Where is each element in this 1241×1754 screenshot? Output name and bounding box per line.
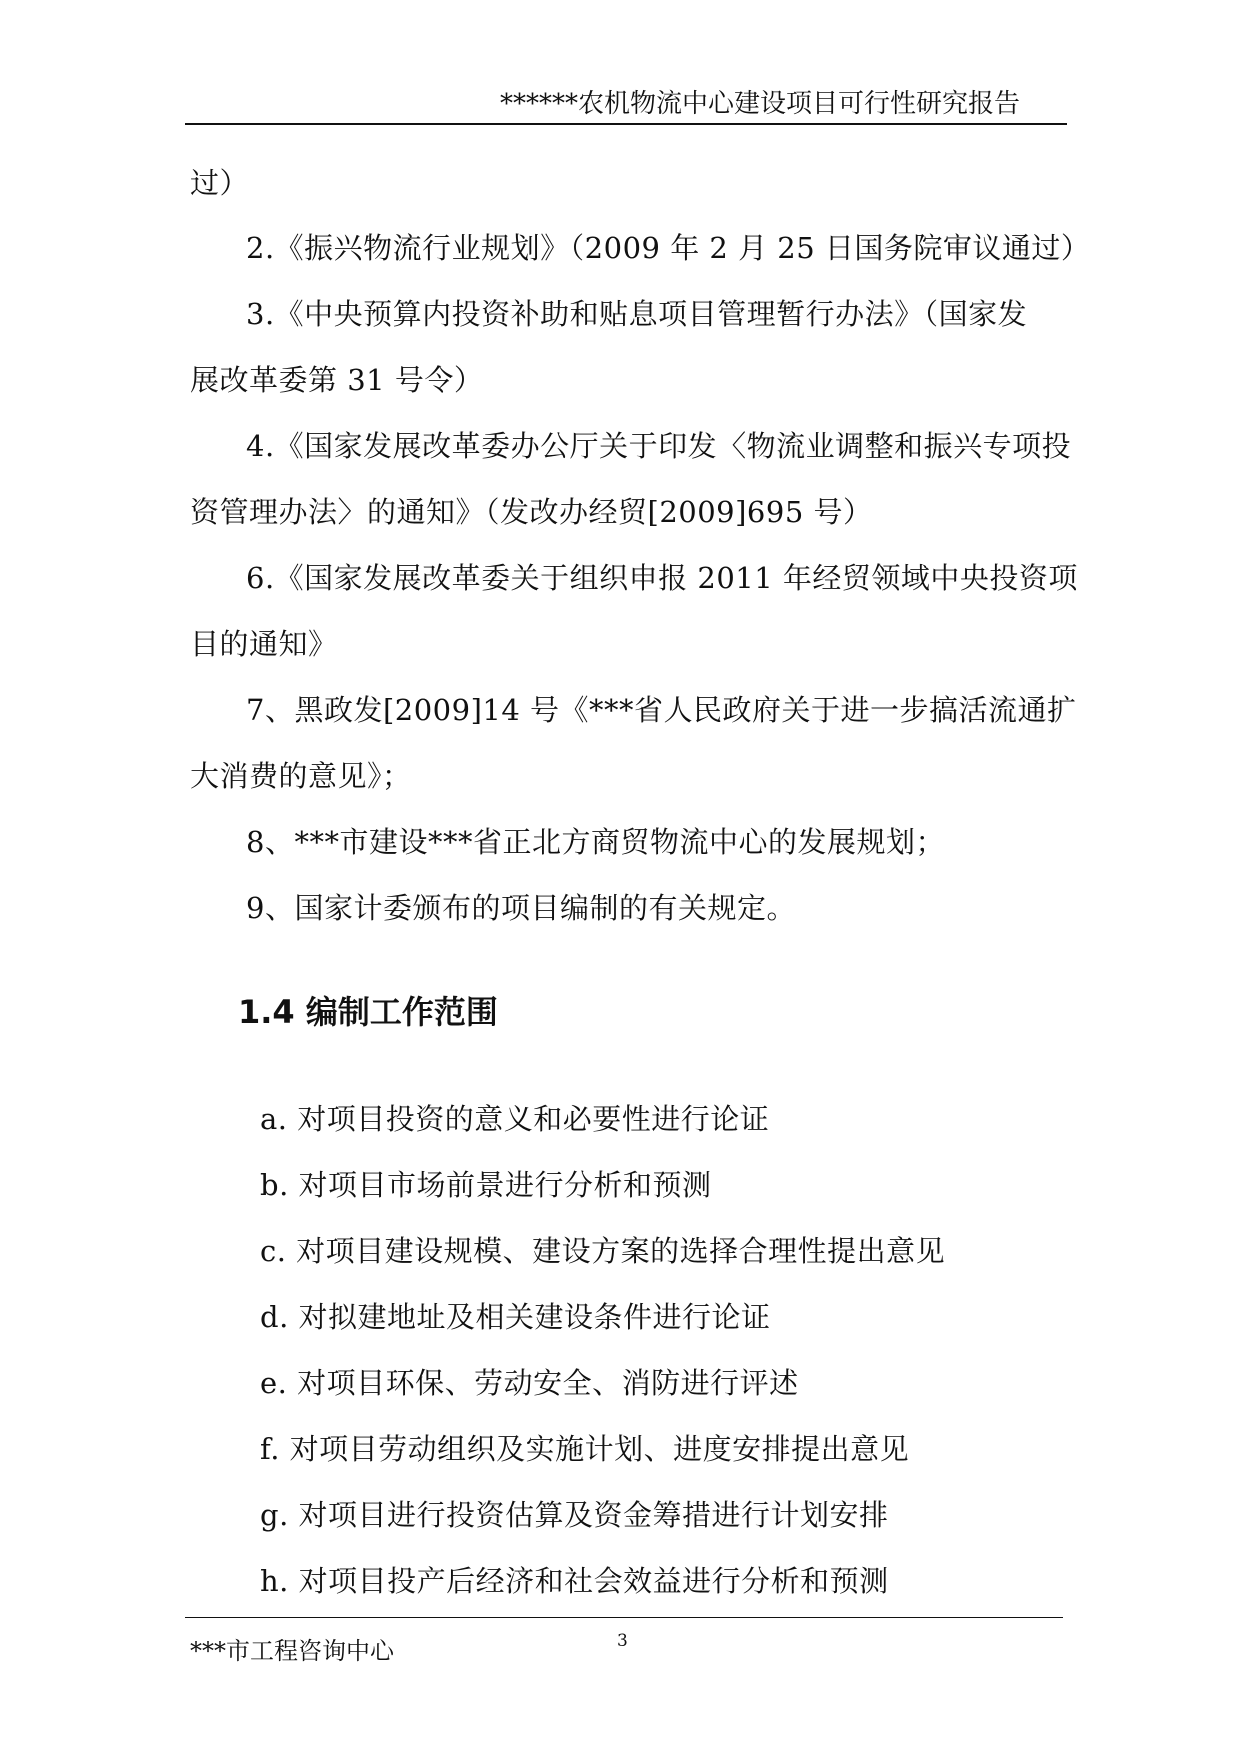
body-line: 2.《振兴物流行业规划》（2009 年 2 月 25 日国务院审议通过） bbox=[246, 231, 1091, 265]
list-item: d. 对拟建地址及相关建设条件进行论证 bbox=[260, 1300, 771, 1334]
body-line: 大消费的意见》； bbox=[190, 759, 412, 793]
body-line: 7、黑政发[2009]14 号《***省人民政府关于进一步搞活流通扩 bbox=[246, 693, 1077, 727]
list-item: a. 对项目投资的意义和必要性进行论证 bbox=[260, 1102, 770, 1136]
list-item: e. 对项目环保、劳动安全、消防进行评述 bbox=[260, 1366, 799, 1400]
header-rule bbox=[185, 123, 1067, 125]
body-line: 展改革委第 31 号令） bbox=[190, 363, 484, 397]
list-item: b. 对项目市场前景进行分析和预测 bbox=[260, 1168, 712, 1202]
list-item: f. 对项目劳动组织及实施计划、进度安排提出意见 bbox=[260, 1432, 910, 1466]
footer-rule bbox=[185, 1617, 1063, 1618]
body-line: 6.《国家发展改革委关于组织申报 2011 年经贸领域中央投资项 bbox=[246, 561, 1078, 595]
list-item: h. 对项目投产后经济和社会效益进行分析和预测 bbox=[260, 1564, 889, 1598]
body-line: 8、***市建设***省正北方商贸物流中心的发展规划； bbox=[246, 825, 945, 859]
list-item: g. 对项目进行投资估算及资金筹措进行计划安排 bbox=[260, 1498, 889, 1532]
section-heading: 1.4 编制工作范围 bbox=[238, 993, 498, 1031]
page-number: 3 bbox=[617, 1631, 628, 1651]
body-line: 3.《中央预算内投资补助和贴息项目管理暂行办法》（国家发 bbox=[246, 297, 1028, 331]
body-line: 资管理办法〉的通知》（发改办经贸[2009]695 号） bbox=[190, 495, 873, 529]
header-title: ******农机物流中心建设项目可行性研究报告 bbox=[500, 89, 1021, 119]
body-line: 目的通知》 bbox=[190, 627, 338, 661]
list-item: c. 对项目建设规模、建设方案的选择合理性提出意见 bbox=[260, 1234, 946, 1268]
body-line: 9、国家计委颁布的项目编制的有关规定。 bbox=[246, 891, 796, 925]
body-line: 4.《国家发展改革委办公厅关于印发〈物流业调整和振兴专项投 bbox=[246, 429, 1072, 463]
body-line: 过） bbox=[190, 166, 250, 200]
footer-organization: ***市工程咨询中心 bbox=[190, 1637, 394, 1665]
